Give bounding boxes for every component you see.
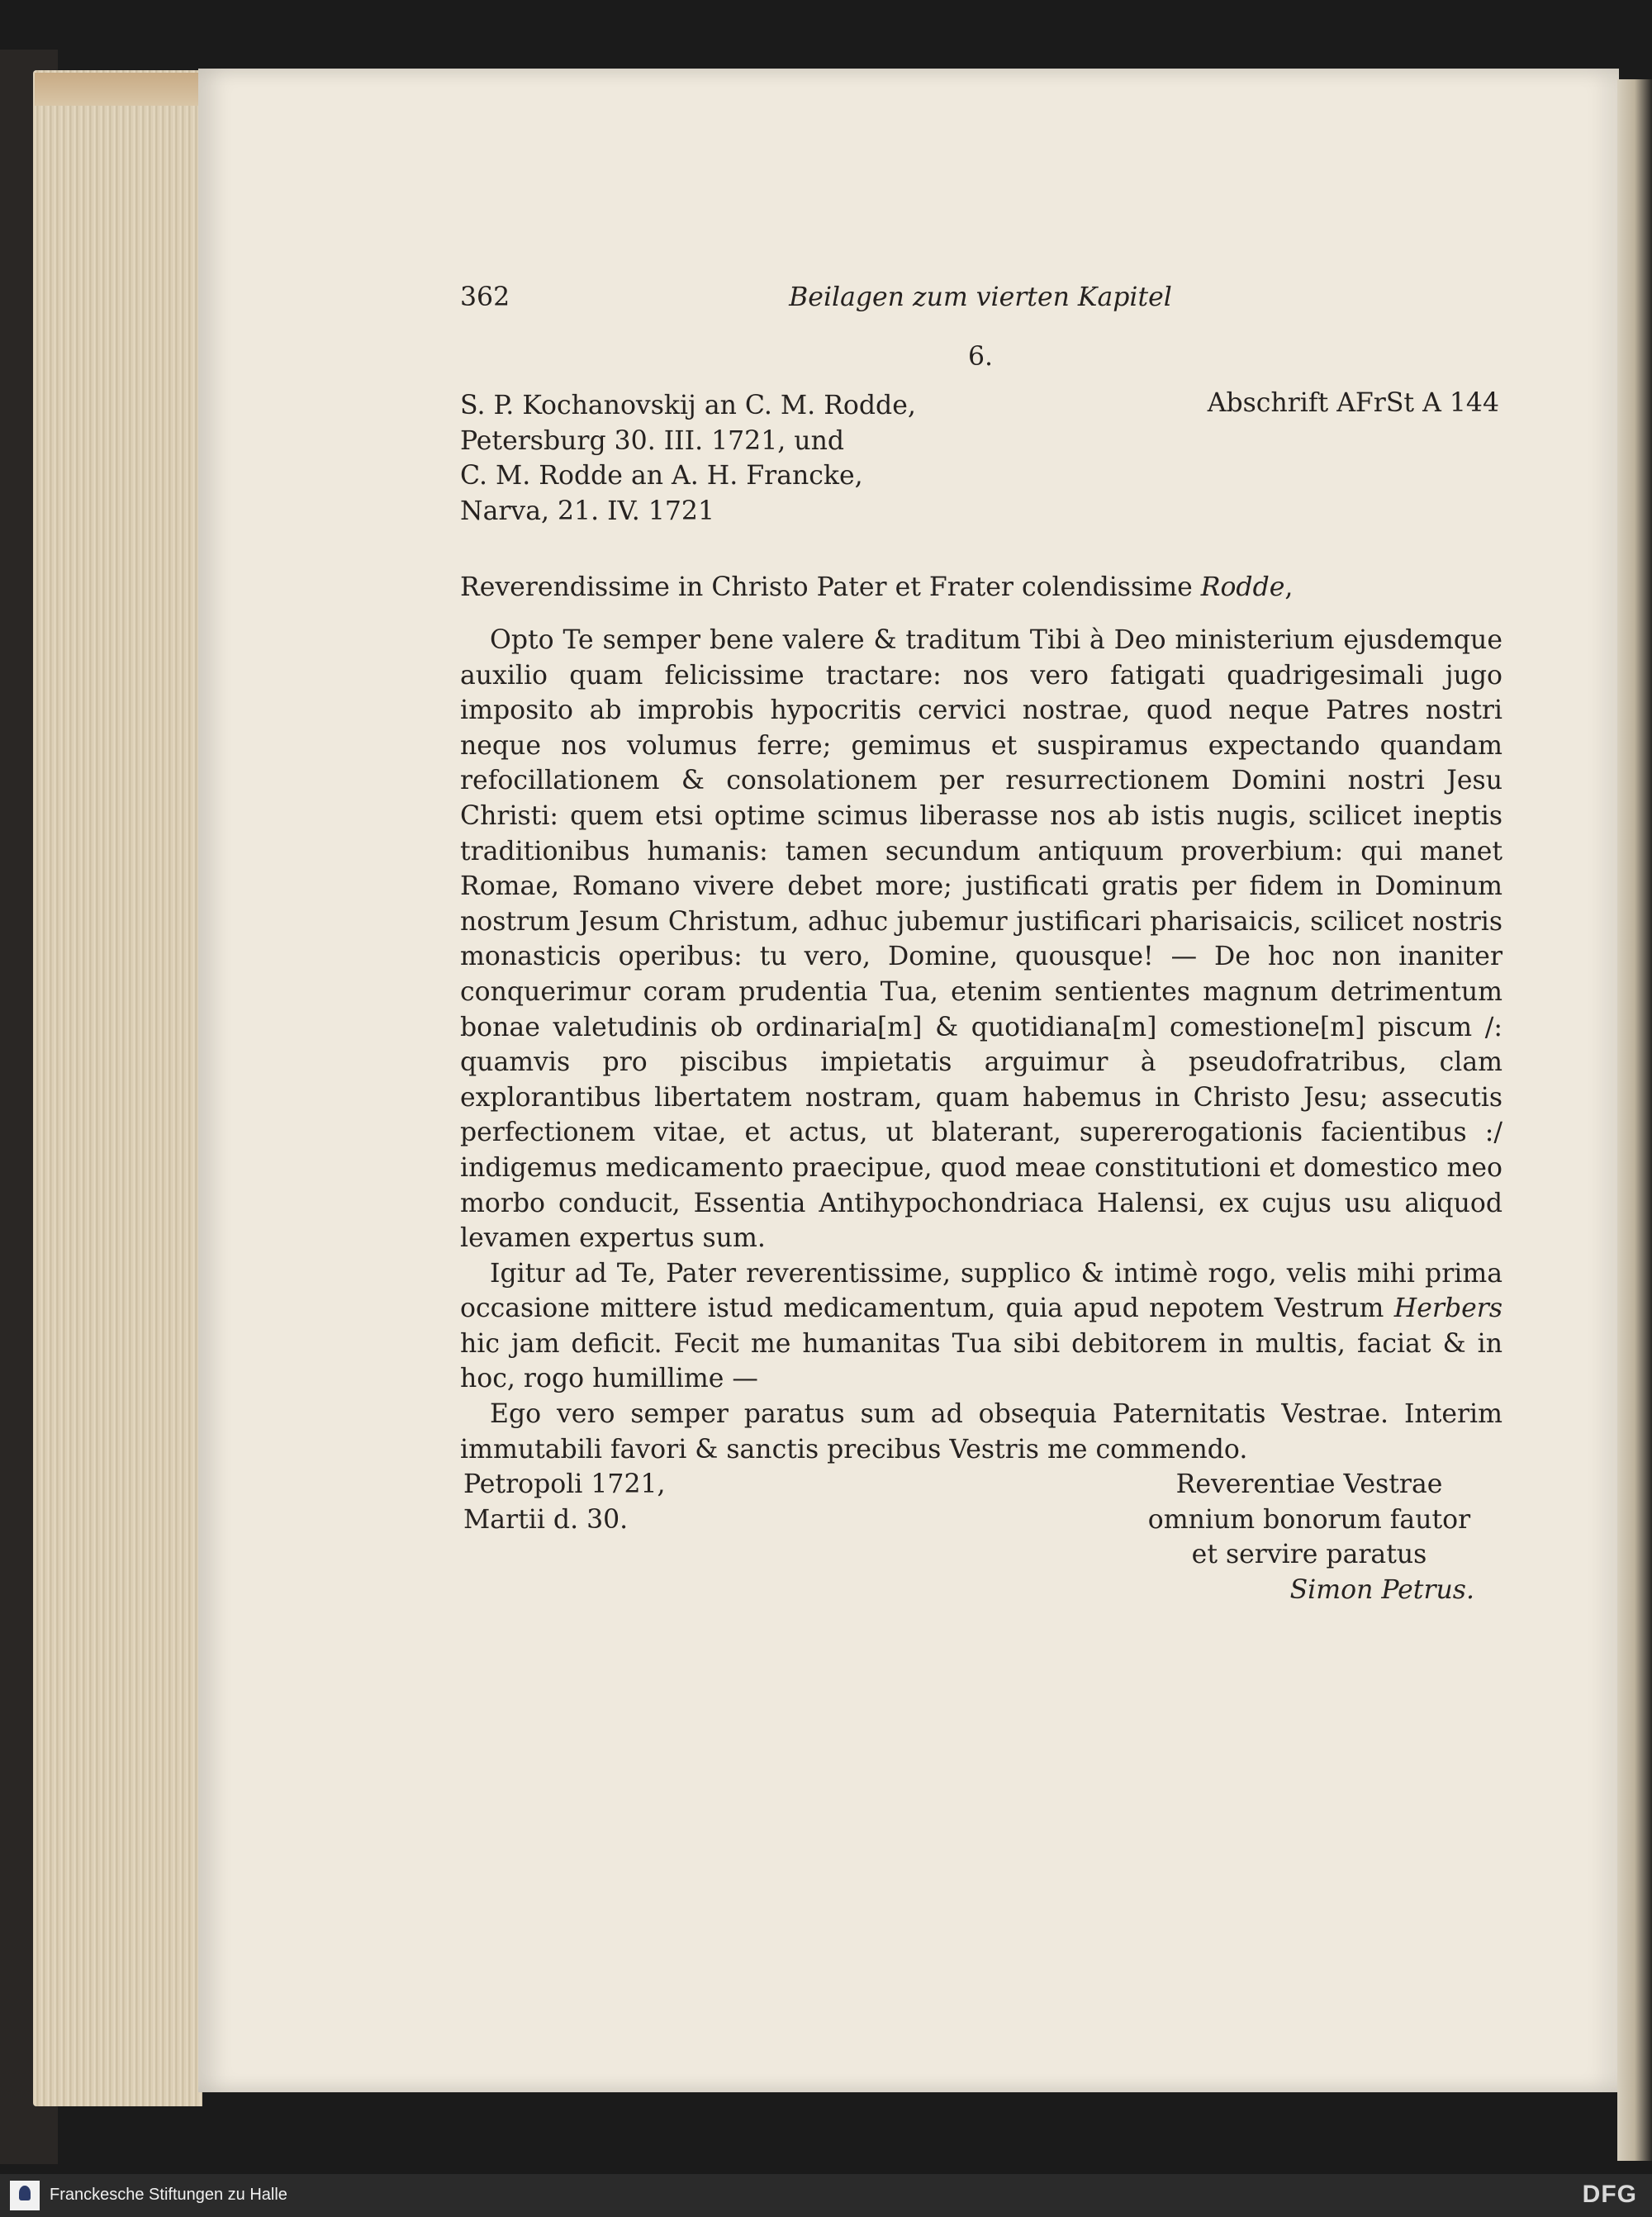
closing-place-date — [463, 1467, 666, 1537]
paragraph-2-end: hic jam deficit. Fecit me humanitas Tua sibi debitorem in multis, faciat & in hoc, rogo humillime — — [460, 1328, 1502, 1394]
closing-place: Petropoli 1721, — [463, 1469, 666, 1499]
letter-address — [460, 388, 916, 529]
paragraph-3: Ego vero semper paratus sum ad obsequia Paternitatis Vestrae. Interim immutabili favori & sanctis precibus Vestris me commendo. — [460, 1399, 1502, 1465]
closing-line-1: Reverentiae Vestrae — [1175, 1469, 1443, 1499]
page-stack-edge — [33, 70, 202, 2106]
address-line: Petersburg 30. III. 1721, und — [460, 425, 845, 456]
page-number: 362 — [460, 282, 510, 312]
salutation-text: Reverendissime in Christo Pater et Frater colendissime — [460, 572, 1201, 602]
paragraph-2 — [460, 1256, 1502, 1397]
closing-line-3: et servire paratus — [1191, 1540, 1427, 1570]
institution-logo-icon — [10, 2181, 40, 2210]
salutation-name: Rodde — [1200, 572, 1285, 602]
closing-date: Martii d. 30. — [463, 1504, 629, 1535]
paragraph-2-start: Igitur ad Te, Pater reverentissime, supplico & intimè rogo, velis mihi prima occasione mittere istud medicamentum, quia apud nepotem Vestrum — [460, 1258, 1502, 1324]
closing-formula — [1136, 1467, 1483, 1607]
source-note: Abschrift AFrSt A 144 — [1207, 388, 1499, 418]
address-line: Narva, 21. IV. 1721 — [460, 496, 714, 526]
section-number: 6. — [967, 342, 994, 372]
viewer-footer — [0, 2174, 1652, 2217]
dfg-logo: DFG — [1582, 2181, 1637, 2208]
paragraph-1: Opto Te semper bene valere & traditum Tibi à Deo ministerium ejusdemque auxilio quam felicissime tractare: nos vero fatigati quadrigesimali jugo imposito ab improbis hypocritis cervici nostrae, quod neque Patres nostri neque nos volumus ferre; gemimus et suspiramus expectando quandam refocillationem & consolationem per resurrectionem Domini nostri Jesu Christi: quem etsi optime scimus liberasse nos ab istis nugis, scilicet ineptis traditionibus humanis: tamen secundum antiquum proverbium: qui manet Romae, Romano vivere debet more; justificati gratis per fidem in Dominum nostrum Jesum Christum, adhuc jubemur justificari pharisaicis, scilicet nostris monasticis operibus: tu vero, Domine, quousque! — De hoc non inaniter conquerimur coram prudentia Tua, etenim sentientes magnum detrimentum bonae valetudinis ob ordinaria[m] & quotidiana[m] comestione[m] piscum /: quamvis pro piscibus impietatis arguimur à pseudofratribus, clam explorantibus libertatem nostram, quam habemus in Christo Jesu; assecutis perfectionem vitae, et actus, ut blaterant, supererogationis facientibus :/ indigemus medicamento praecipue, quod meae constitutioni et domestico meo morbo conducit, Essentia Antihypochondriaca Halensi, ex cujus usu aliquod levamen expertus sum. — [460, 625, 1502, 1254]
paragraph-2-name: Herbers — [1393, 1294, 1502, 1324]
running-title: Beilagen zum vierten Kapitel — [789, 282, 1172, 312]
address-line: C. M. Rodde an A. H. Francke, — [460, 461, 863, 491]
salutation — [460, 570, 1293, 605]
page-header — [460, 282, 1501, 319]
page-right-edge — [1617, 79, 1652, 2161]
closing-line-2: omnium bonorum fautor — [1147, 1504, 1471, 1535]
signature: Simon Petrus. — [1289, 1574, 1474, 1605]
page-stack-top — [35, 73, 200, 106]
salutation-end: , — [1284, 572, 1294, 602]
address-line: S. P. Kochanovskij an C. M. Rodde, — [460, 391, 916, 420]
letter-body — [460, 623, 1502, 1467]
institution-label: Franckesche Stiftungen zu Halle — [50, 2186, 287, 2204]
